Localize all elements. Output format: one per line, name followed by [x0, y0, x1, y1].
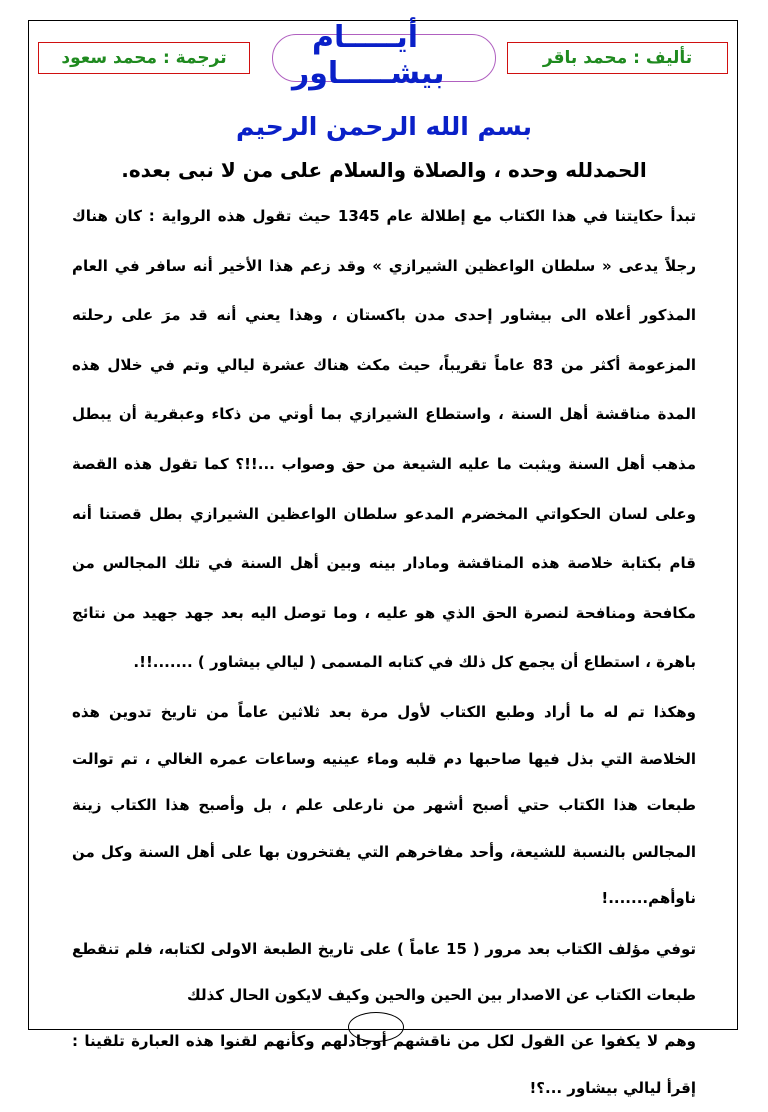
author-box [507, 42, 728, 74]
author-label: تأليف : محمد باقر [542, 48, 693, 68]
page-number-oval [348, 1012, 404, 1042]
translator-box [38, 42, 250, 74]
basmala-heading: بسم الله الرحمن الرحيم [236, 112, 532, 141]
paragraph-3: توفي مؤلف الكتاب بعد مرور ( 15 عاماً ) على تاريخ الطبعة الاولى لكتابه، فلم تنقطع طبعات الكتاب عن الاصدار بين الحين والحين وكيف لايكون الحال كذلك [72, 939, 696, 1004]
paragraph-4: وهم لا يكفوا عن القول لكل من ناقشهم أوجادلهم وكأنهم لقنوا هذه العبارة تلقينا : إقرأ ليالي بيشاور ...؟! [72, 1031, 696, 1097]
translator-label: ترجمة : محمد سعود [61, 48, 227, 68]
book-title-line-1: أيـــــام [312, 20, 419, 55]
paragraph-2: وهكذا تم له ما أراد وطبع الكتاب لأول مرة بعد ثلاثين عاماً من تاريخ تدوين هذه الخلاصة التي بذل فيها صاحبها دم قلبه وماء عينيه وساعات عمره الغالي ، تم توالت طبعات هذا الكتاب حتي أصبح أشهر من نارعلى علم ، بل وأصبح هذا الكتاب زينة المجالس بالنسبة للشيعة، وأحد مفاخرهم التي يفتخرون بها على أهل السنة وكل من ناوأهم.......! [72, 702, 696, 908]
praise-line: الحمدلله وحده ، والصلاة والسلام على من لا نبى بعده. [121, 158, 647, 182]
body-text [72, 192, 696, 1112]
paragraph-1: تبدأ حكايتنا في هذا الكتاب مع إطلالة عام 1345 حيث تقول هذه الرواية : كان هناك رجلاً يدعى « سلطان الواعظين الشيرازي » وقد زعم هذا الأخير أنه سافر في العام المذكور أعلاه الى بيشاور إحدى مدن باكستان ، وهذا يعني أنه قد مرَ على رحلته المزعومة أكثر من 83 عاماً تقريباً، حيث مكث هناك عشرة ليالي وتم في خلال هذه المدة مناقشة أهل السنة ، واستطاع الشيرازي بما أوتي من ذكاء وعبقرية أن يبطل مذهب أهل السنة ويثبت ما عليه الشيعة من حق وصواب ...!!؟ كما تقول هذه القصة وعلى لسان الحكواتي المخضرم المدعو سلطان الواعظين الشيرازي بطل قصتنا أنه قام بكتابة خلاصة هذه المناقشة ومادار بينه وبين أهل السنة في تلك المجالس من مكافحة ومنافحة لنصرة الحق الذي هو عليه ، وما توصل اليه بعد جهد جهيد من نتائج باهرة ، استطاع أن يجمع كل ذلك في كتابه المسمى ( ليالي بيشاور ) .......!!. [72, 207, 697, 672]
book-title-line-2: بيشـــــاور [292, 56, 445, 91]
